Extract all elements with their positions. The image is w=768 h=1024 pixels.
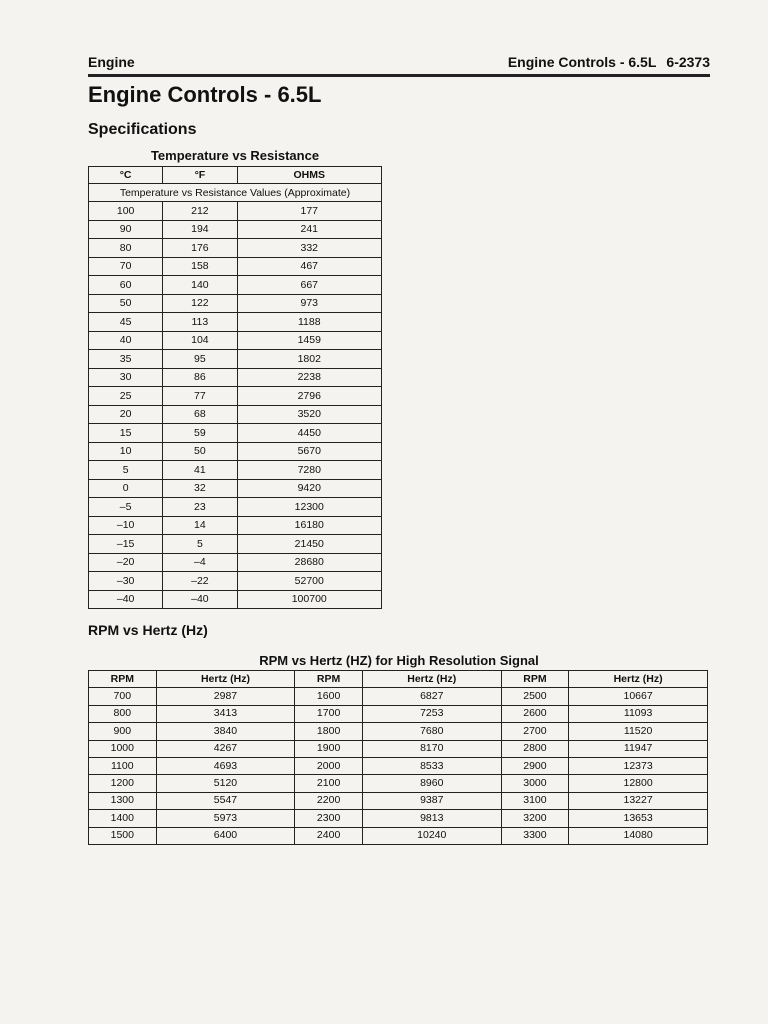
table-cell: 13653 [569, 810, 708, 827]
table-cell: 3000 [501, 775, 569, 792]
table-cell: 212 [163, 202, 237, 221]
table-row [89, 498, 382, 517]
table-cell: 11093 [569, 705, 708, 722]
table-cell: 2000 [295, 757, 363, 774]
table-cell: 14080 [569, 827, 708, 844]
table-cell: 11520 [569, 723, 708, 740]
table-cell: 10 [89, 442, 163, 461]
table-cell: 100 [89, 202, 163, 221]
table-row [89, 810, 708, 827]
table-cell: 158 [163, 257, 237, 276]
table-cell: 11947 [569, 740, 708, 757]
table-cell: 1000 [89, 740, 157, 757]
temperature-resistance-table [88, 166, 382, 609]
page-header [88, 54, 710, 77]
column-header: Hertz (Hz) [156, 671, 295, 688]
column-header: OHMS [237, 167, 382, 184]
table-row [89, 479, 382, 498]
table-cell: 2400 [295, 827, 363, 844]
table-cell: 667 [237, 276, 382, 295]
column-header: RPM [501, 671, 569, 688]
table-row [89, 239, 382, 258]
table-cell: 467 [237, 257, 382, 276]
table-row [89, 461, 382, 480]
table-cell: 7280 [237, 461, 382, 480]
table-cell: 4450 [237, 424, 382, 443]
table-cell: 8960 [362, 775, 501, 792]
table-note: Temperature vs Resistance Values (Approximate) [89, 184, 382, 202]
table-cell: 7253 [362, 705, 501, 722]
table-cell: 95 [163, 350, 237, 369]
table-cell: –4 [163, 553, 237, 572]
table-cell: 35 [89, 350, 163, 369]
table-cell: 100700 [237, 590, 382, 609]
table-cell: 13227 [569, 792, 708, 809]
table-cell: 6400 [156, 827, 295, 844]
table-cell: 2200 [295, 792, 363, 809]
table-row [89, 535, 382, 554]
table-cell: 21450 [237, 535, 382, 554]
temp-table-title: Temperature vs Resistance [150, 148, 320, 163]
table-row [89, 723, 708, 740]
rpm-table-title: RPM vs Hertz (HZ) for High Resolution Signal [259, 653, 539, 668]
table-cell: 194 [163, 220, 237, 239]
table-row [89, 775, 708, 792]
table-cell: 1188 [237, 313, 382, 332]
table-cell: 4693 [156, 757, 295, 774]
table-cell: 2600 [501, 705, 569, 722]
table-cell: 241 [237, 220, 382, 239]
table-cell: 1500 [89, 827, 157, 844]
table-row [89, 740, 708, 757]
column-header: Hertz (Hz) [569, 671, 708, 688]
table-cell: 41 [163, 461, 237, 480]
table-cell: 1802 [237, 350, 382, 369]
table-cell: 7680 [362, 723, 501, 740]
table-header-row [89, 167, 382, 184]
table-cell: 2100 [295, 775, 363, 792]
table-row [89, 553, 382, 572]
table-row [89, 688, 708, 705]
table-cell: 1200 [89, 775, 157, 792]
table-cell: 68 [163, 405, 237, 424]
table-row [89, 257, 382, 276]
table-cell: –40 [163, 590, 237, 609]
specifications-heading: Specifications [88, 121, 197, 138]
table-row [89, 387, 382, 406]
table-cell: 8533 [362, 757, 501, 774]
rpm-hertz-table [88, 670, 708, 845]
table-cell: 9420 [237, 479, 382, 498]
table-cell: 8170 [362, 740, 501, 757]
table-cell: 3200 [501, 810, 569, 827]
table-cell: –20 [89, 553, 163, 572]
table-cell: 5120 [156, 775, 295, 792]
table-cell: 973 [237, 294, 382, 313]
table-cell: 2300 [295, 810, 363, 827]
table-cell: 10667 [569, 688, 708, 705]
column-header: °F [163, 167, 237, 184]
header-section-label: Engine [88, 54, 135, 70]
table-row [89, 294, 382, 313]
table-cell: 122 [163, 294, 237, 313]
rpm-section-heading: RPM vs Hertz (Hz) [88, 622, 208, 638]
table-cell: 77 [163, 387, 237, 406]
table-cell: 3300 [501, 827, 569, 844]
table-cell: 30 [89, 368, 163, 387]
table-row [89, 572, 382, 591]
table-cell: 14 [163, 516, 237, 535]
table-cell: 1900 [295, 740, 363, 757]
table-cell: 50 [163, 442, 237, 461]
table-cell: –22 [163, 572, 237, 591]
table-cell: 1100 [89, 757, 157, 774]
table-cell: 20 [89, 405, 163, 424]
table-cell: 90 [89, 220, 163, 239]
table-cell: 140 [163, 276, 237, 295]
table-row [89, 705, 708, 722]
table-cell: 12800 [569, 775, 708, 792]
table-row [89, 424, 382, 443]
column-header: °C [89, 167, 163, 184]
table-row [89, 202, 382, 221]
table-header-row [89, 671, 708, 688]
table-cell: 5973 [156, 810, 295, 827]
table-cell: 2796 [237, 387, 382, 406]
table-cell: –15 [89, 535, 163, 554]
table-cell: 6827 [362, 688, 501, 705]
header-chapter-title: Engine Controls - 6.5L [507, 54, 657, 70]
table-row [89, 442, 382, 461]
table-cell: 15 [89, 424, 163, 443]
table-row [89, 368, 382, 387]
table-cell: –5 [89, 498, 163, 517]
table-cell: 50 [89, 294, 163, 313]
table-cell: –40 [89, 590, 163, 609]
page-title: Engine Controls - 6.5L [88, 82, 322, 107]
table-cell: 86 [163, 368, 237, 387]
table-row [89, 350, 382, 369]
table-cell: 70 [89, 257, 163, 276]
table-cell: 113 [163, 313, 237, 332]
table-cell: 23 [163, 498, 237, 517]
table-cell: 5670 [237, 442, 382, 461]
table-cell: 16180 [237, 516, 382, 535]
table-cell: 9813 [362, 810, 501, 827]
table-cell: 2238 [237, 368, 382, 387]
table-cell: 60 [89, 276, 163, 295]
table-cell: 25 [89, 387, 163, 406]
table-cell: 5 [89, 461, 163, 480]
table-cell: 3100 [501, 792, 569, 809]
table-cell: 176 [163, 239, 237, 258]
table-cell: –10 [89, 516, 163, 535]
column-header: RPM [295, 671, 363, 688]
table-cell: 3413 [156, 705, 295, 722]
table-row [89, 827, 708, 844]
table-cell: 28680 [237, 553, 382, 572]
table-cell: 800 [89, 705, 157, 722]
table-row [89, 757, 708, 774]
table-cell: 3520 [237, 405, 382, 424]
table-cell: 10240 [362, 827, 501, 844]
table-row [89, 313, 382, 332]
table-cell: 32 [163, 479, 237, 498]
table-note-row [89, 184, 382, 202]
table-cell: 3840 [156, 723, 295, 740]
table-cell: 104 [163, 331, 237, 350]
table-cell: 59 [163, 424, 237, 443]
table-row [89, 792, 708, 809]
table-row [89, 516, 382, 535]
table-cell: 2800 [501, 740, 569, 757]
table-cell: 1300 [89, 792, 157, 809]
table-cell: 2500 [501, 688, 569, 705]
table-cell: 177 [237, 202, 382, 221]
table-cell: 332 [237, 239, 382, 258]
table-cell: 4267 [156, 740, 295, 757]
table-cell: 1800 [295, 723, 363, 740]
table-cell: 12373 [569, 757, 708, 774]
table-cell: 5547 [156, 792, 295, 809]
table-cell: 1459 [237, 331, 382, 350]
table-cell: 40 [89, 331, 163, 350]
table-cell: –30 [89, 572, 163, 591]
table-cell: 52700 [237, 572, 382, 591]
table-cell: 12300 [237, 498, 382, 517]
column-header: RPM [89, 671, 157, 688]
table-cell: 80 [89, 239, 163, 258]
table-cell: 1600 [295, 688, 363, 705]
table-cell: 2987 [156, 688, 295, 705]
table-cell: 1400 [89, 810, 157, 827]
table-cell: 2700 [501, 723, 569, 740]
header-right [498, 54, 710, 70]
table-cell: 45 [89, 313, 163, 332]
table-cell: 900 [89, 723, 157, 740]
table-cell: 9387 [362, 792, 501, 809]
table-row [89, 276, 382, 295]
table-row [89, 220, 382, 239]
page-number: 6-2373 [666, 54, 710, 70]
table-row [89, 331, 382, 350]
table-cell: 5 [163, 535, 237, 554]
table-cell: 1700 [295, 705, 363, 722]
table-cell: 700 [89, 688, 157, 705]
table-cell: 0 [89, 479, 163, 498]
column-header: Hertz (Hz) [362, 671, 501, 688]
table-row [89, 405, 382, 424]
table-row [89, 590, 382, 609]
table-cell: 2900 [501, 757, 569, 774]
